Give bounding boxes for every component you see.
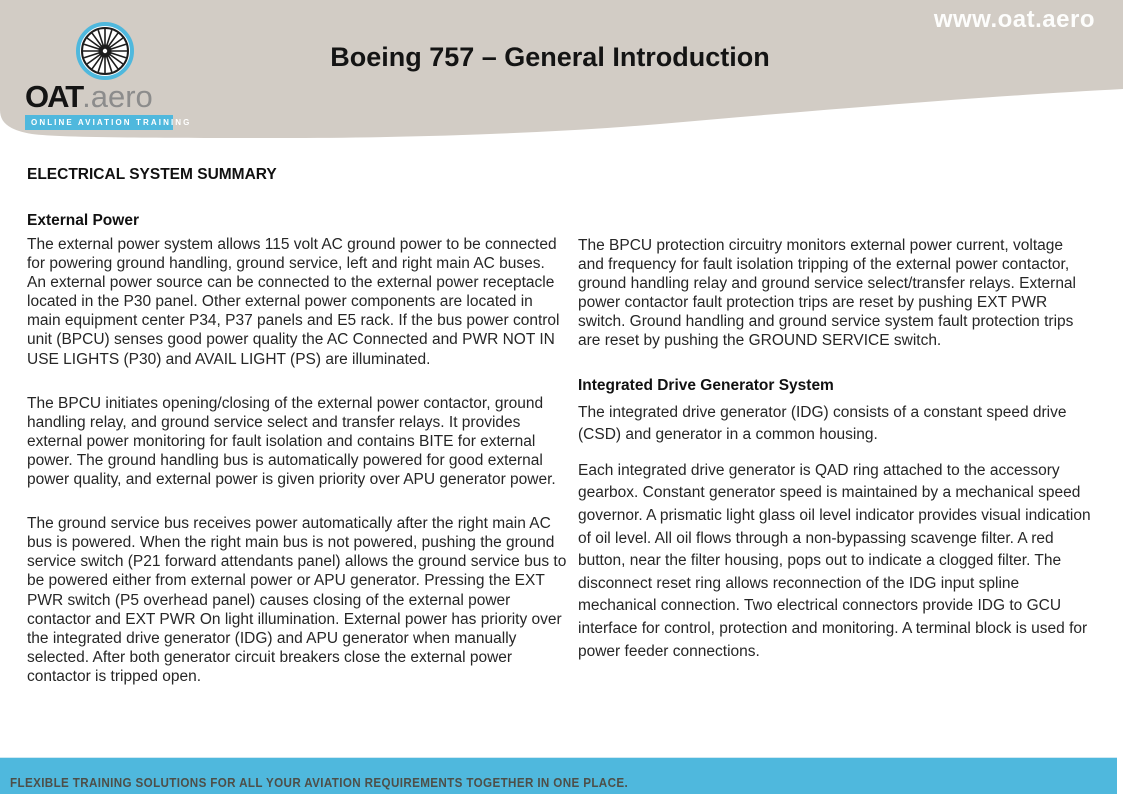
left-column bbox=[27, 212, 567, 711]
oat-logo bbox=[25, 22, 192, 130]
paragraph: The external power system allows 115 volt AC ground power to be connected for powering ground handling, ground service, left and right main AC buses. An external power source can be connected to the external power receptacle located in the P30 panel. Other external power components are located in main equipment center P34, P37 panels and E5 rack. If the bus power control unit (BPCU) senses good power quality the AC Connected and PWR NOT IN USE LIGHTS (P30) and AVAIL LIGHT (PS) are illuminated. bbox=[27, 236, 560, 368]
logo-wordmark-oat: OAT bbox=[25, 79, 83, 114]
logo-wordmark-aero: .aero bbox=[82, 79, 153, 114]
jet-engine-fan-icon bbox=[76, 22, 134, 80]
right-column bbox=[578, 236, 1093, 676]
heading-external-power: External Power bbox=[27, 212, 139, 229]
website-url: www.oat.aero bbox=[933, 6, 1095, 33]
logo-tagline-band: ONLINE AVIATION TRAINING bbox=[25, 115, 173, 130]
section-title: ELECTRICAL SYSTEM SUMMARY bbox=[27, 166, 277, 183]
paragraph: The ground service bus receives power automatically after the right main AC bus is powered. When the right main bus is not powered, pushing the ground service switch (P21 forward attendants panel) allows the ground service bus to be powered either from external power or APU generator. Pressing the EXT PWR switch (P5 overhead panel) causes closing of the external power contactor and EXT PWR On light illumination. External power has priority over the integrated drive generator (IDG) and APU generator when manually selected. After both generator circuit breakers close the external power contactor is tripped open. bbox=[27, 515, 567, 685]
logo-wordmark bbox=[25, 79, 185, 114]
paragraph: The integrated drive generator (IDG) consists of a constant speed drive (CSD) and generator in a common housing. bbox=[578, 403, 1067, 444]
footer-tagline: FLEXIBLE TRAINING SOLUTIONS FOR ALL YOUR AVIATION REQUIREMENTS TOGETHER IN ONE PLACE. bbox=[10, 776, 629, 790]
paragraph: Each integrated drive generator is QAD ring attached to the accessory gearbox. Constant generator speed is maintained by a mechanical speed governor. A prismatic light glass oil level indicator provides visual indication of oil level. All oil flows through a non-bypassing scavenge filter. A red button, near the filter housing, pops out to indicate a clogged filter. The disconnect reset ring allows reconnection of the IDG input spline mechanical connection. Two electrical connectors provide IDG to GCU interface for control, protection and monitoring. A terminal block is used for power feeder connections. bbox=[578, 461, 1091, 660]
page-title: Boeing 757 – General Introduction bbox=[330, 42, 770, 72]
heading-idg-system: Integrated Drive Generator System bbox=[578, 376, 834, 394]
paragraph: The BPCU initiates opening/closing of the external power contactor, ground handling relay, and ground service select and transfer relays. It provides external power monitoring for fault isolation and contains BITE for external power. The ground handling bus is automatically powered for good external power quality, and external power is given priority over APU generator power. bbox=[27, 394, 556, 489]
paragraph: The BPCU protection circuitry monitors external power current, voltage and frequency for fault isolation tripping of the external power contactor, ground handling relay and ground service select/transfer relays. External power contactor fault protection trips are reset by pushing EXT PWR switch. Ground handling and ground service system fault protection trips are reset by pushing the GROUND SERVICE switch. bbox=[578, 237, 1076, 350]
footer-bar bbox=[0, 757, 1117, 794]
